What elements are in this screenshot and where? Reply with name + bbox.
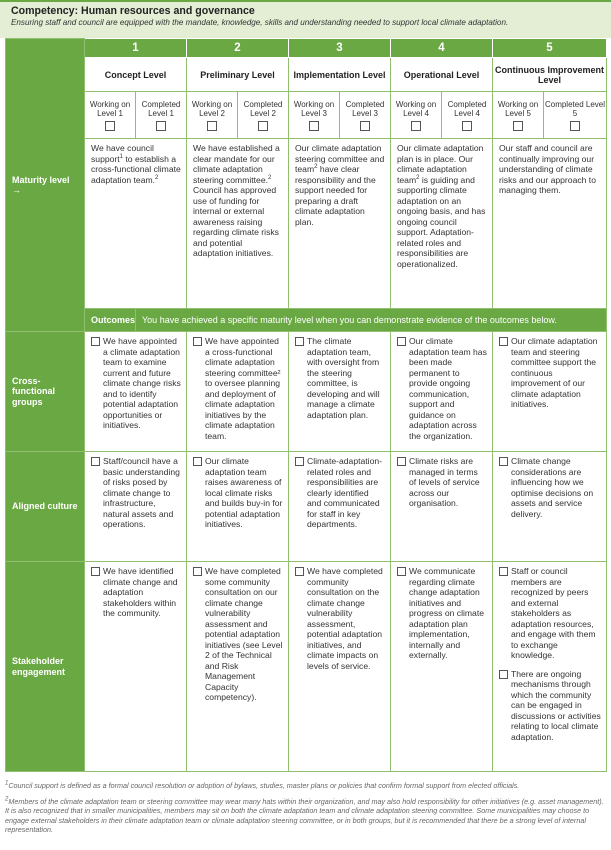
outcome-cell: We have appointed a climate adaptation team to examine current and future climate change risks and to identify potential adaptation opportunities or initiatives. xyxy=(85,332,187,452)
checkbox-icon[interactable] xyxy=(258,121,268,131)
level-4-title: Operational Level xyxy=(391,58,493,92)
outcome-cell: We have appointed a cross-functional climate adaptation steering committee² to oversee planning and deployment of climate adaptation initiatives by the climate adaptation team. xyxy=(187,332,289,452)
competency-title: Competency: Human resources and governance xyxy=(11,5,255,17)
outcome-cell: The climate adaptation team, with oversight from the steering committee, is developing and will manage a climate adaptation plan. xyxy=(289,332,391,452)
outcomes-text: You have achieved a specific maturity level when you can demonstrate evidence of the outcomes below. xyxy=(136,309,607,332)
level-5-completed-checkbox[interactable] xyxy=(544,92,607,139)
level-2-completed-checkbox[interactable] xyxy=(238,92,289,139)
outcomes-label: Outcomes xyxy=(85,309,136,332)
footnote-2: $^2$Members of the climate adaptation team or steering committee may wear many hats within their organization, and may also hold responsibility for other initiatives (e.g. asset management). It is also recognized that in smaller municipalities, members may sit on both the climate adaptation team and climate adaptation steering committee. Some municipalities may choose to engage external stakeholders in their climate adaptation team or climate adaptation steering committee, or in both groups, but it is recommended that there be a strong level of internal representation. xyxy=(5,796,604,835)
level-1-working-checkbox[interactable] xyxy=(85,92,136,139)
maturity-description-1: We have council support$^1$ to establish a cross-functional climate adaptation team.$^2$ xyxy=(85,139,187,309)
competency-subtitle: Ensuring staff and council are equipped with the mandate, knowledge, skills and understanding needed to support local climate adaptation. xyxy=(11,18,509,27)
checkbox-label: Completed Level 5 xyxy=(544,99,606,118)
outcome-cell: We have identified climate change and adaptation stakeholders within the community. xyxy=(85,562,187,772)
level-2-number: 2 xyxy=(187,39,289,58)
checkbox-icon[interactable] xyxy=(91,567,100,576)
checkbox-icon[interactable] xyxy=(91,337,100,346)
checkbox-icon[interactable] xyxy=(462,121,472,131)
row-label-cross-functional: Cross-functional groups xyxy=(6,332,85,452)
checkbox-icon[interactable] xyxy=(411,121,421,131)
checkbox-icon[interactable] xyxy=(513,121,523,131)
checkbox-icon[interactable] xyxy=(499,670,508,679)
checkbox-icon[interactable] xyxy=(193,337,202,346)
row-label-aligned-culture: Aligned culture xyxy=(6,452,85,562)
outcome-cell: We have completed some community consultation on our climate change vulnerability assessment and potential adaptation initiatives (see Level 2 of the Technical and Risk Management Capacity competency). xyxy=(187,562,289,772)
footnote-1: $^1$Council support is defined as a formal council resolution or adoption of bylaws, studies, master plans or policies that confirm formal support from elected officials. xyxy=(5,780,520,790)
checkbox-label: Completed Level 3 xyxy=(345,99,385,118)
checkbox-icon[interactable] xyxy=(193,457,202,466)
level-2-working-checkbox[interactable] xyxy=(187,92,238,139)
row-label-stakeholder-engagement: Stakeholder engagement xyxy=(6,562,85,772)
level-1-completed-checkbox[interactable] xyxy=(136,92,187,139)
maturity-level-label: Maturity level → xyxy=(6,39,85,332)
level-4-number: 4 xyxy=(391,39,493,58)
level-3-completed-checkbox[interactable] xyxy=(340,92,391,139)
checkbox-icon[interactable] xyxy=(207,121,217,131)
checkbox-icon[interactable] xyxy=(105,121,115,131)
competency-header xyxy=(0,0,611,38)
checkbox-label: Working on Level 1 xyxy=(89,99,131,118)
outcome-cell: Climate-adaptation-related roles and responsibilities are clearly identified and communicated for staff in key departments. xyxy=(289,452,391,562)
level-5-title: Continuous Improvement Level xyxy=(493,58,607,92)
checkbox-icon[interactable] xyxy=(295,337,304,346)
maturity-description-3: Our climate adaptation steering committee and team$^2$ have clear responsibility and the support needed for preparing a draft climate adaptation plan. xyxy=(289,139,391,309)
checkbox-icon[interactable] xyxy=(499,337,508,346)
outcome-cell: Staff or council members are recognized by peers and external stakeholders as adaptation resources, and engage with them to exchange knowledge. There are ongoing mechanisms through which the community can be engaged in discussions or activities relating to local climate adaptation. xyxy=(493,562,607,772)
checkbox-icon[interactable] xyxy=(397,337,406,346)
level-2-title: Preliminary Level xyxy=(187,58,289,92)
level-1-title: Concept Level xyxy=(85,58,187,92)
outcome-cell: Our climate adaptation team and steering committee support the continuous improvement of our climate adaptation initiatives. xyxy=(493,332,607,452)
checkbox-icon[interactable] xyxy=(156,121,166,131)
checkbox-icon[interactable] xyxy=(499,457,508,466)
checkbox-label: Completed Level 2 xyxy=(243,99,283,118)
level-3-title: Implementation Level xyxy=(289,58,391,92)
level-3-number: 3 xyxy=(289,39,391,58)
checkbox-icon[interactable] xyxy=(309,121,319,131)
outcome-cell: Our climate adaptation team raises awareness of local climate risks and builds buy-in for potential adaptation initiatives. xyxy=(187,452,289,562)
outcome-cell: Climate change considerations are influencing how we optimise decisions on assets and service delivery. xyxy=(493,452,607,562)
checkbox-icon[interactable] xyxy=(397,457,406,466)
maturity-description-5: Our staff and council are continually improving our understanding of climate risks and our approach to managing them. xyxy=(493,139,607,309)
level-1-number: 1 xyxy=(85,39,187,58)
checkbox-icon[interactable] xyxy=(570,121,580,131)
outcome-cell: Climate risks are managed in terms of levels of service across our organisation. xyxy=(391,452,493,562)
checkbox-label: Working on Level 3 xyxy=(293,99,335,118)
checkbox-icon[interactable] xyxy=(193,567,202,576)
level-3-working-checkbox[interactable] xyxy=(289,92,340,139)
checkbox-label: Working on Level 5 xyxy=(497,99,539,118)
checkbox-label: Completed Level 1 xyxy=(141,99,181,118)
checkbox-icon[interactable] xyxy=(397,567,406,576)
checkbox-icon[interactable] xyxy=(360,121,370,131)
maturity-description-2: We have established a clear mandate for our climate adaptation steering committee.$^2$ Council has approved use of funding for internal or external awareness raising regarding climate risks and potential adaptation initiatives. xyxy=(187,139,289,309)
maturity-matrix xyxy=(5,38,607,772)
level-5-number: 5 xyxy=(493,39,607,58)
checkbox-icon[interactable] xyxy=(91,457,100,466)
checkbox-label: Completed Level 4 xyxy=(447,99,487,118)
outcome-cell: We have completed community consultation on the climate change vulnerability assessment, potential adaptation initiatives, and climate impacts on levels of service. xyxy=(289,562,391,772)
checkbox-icon[interactable] xyxy=(295,567,304,576)
maturity-description-4: Our climate adaptation plan is in place. Our climate adaptation team$^2$ is guiding and supporting climate adaptation on an ongoing basis, and has ongoing council support. Adaptation-related roles and responsibilities are operationalized. xyxy=(391,139,493,309)
outcome-cell: Our climate adaptation team has been made permanent to provide ongoing communication, support and guidance on adaptation across the organization. xyxy=(391,332,493,452)
level-5-working-checkbox[interactable] xyxy=(493,92,544,139)
level-4-completed-checkbox[interactable] xyxy=(442,92,493,139)
checkbox-label: Working on Level 2 xyxy=(191,99,233,118)
outcome-cell: We communicate regarding climate change adaptation initiatives and progress on climate adaptation plan implementation, internally and externally. xyxy=(391,562,493,772)
level-4-working-checkbox[interactable] xyxy=(391,92,442,139)
checkbox-label: Working on Level 4 xyxy=(395,99,437,118)
outcome-cell: Staff/council have a basic understanding of risks posed by climate change to infrastructure, natural assets and operations. xyxy=(85,452,187,562)
checkbox-icon[interactable] xyxy=(499,567,508,576)
checkbox-icon[interactable] xyxy=(295,457,304,466)
